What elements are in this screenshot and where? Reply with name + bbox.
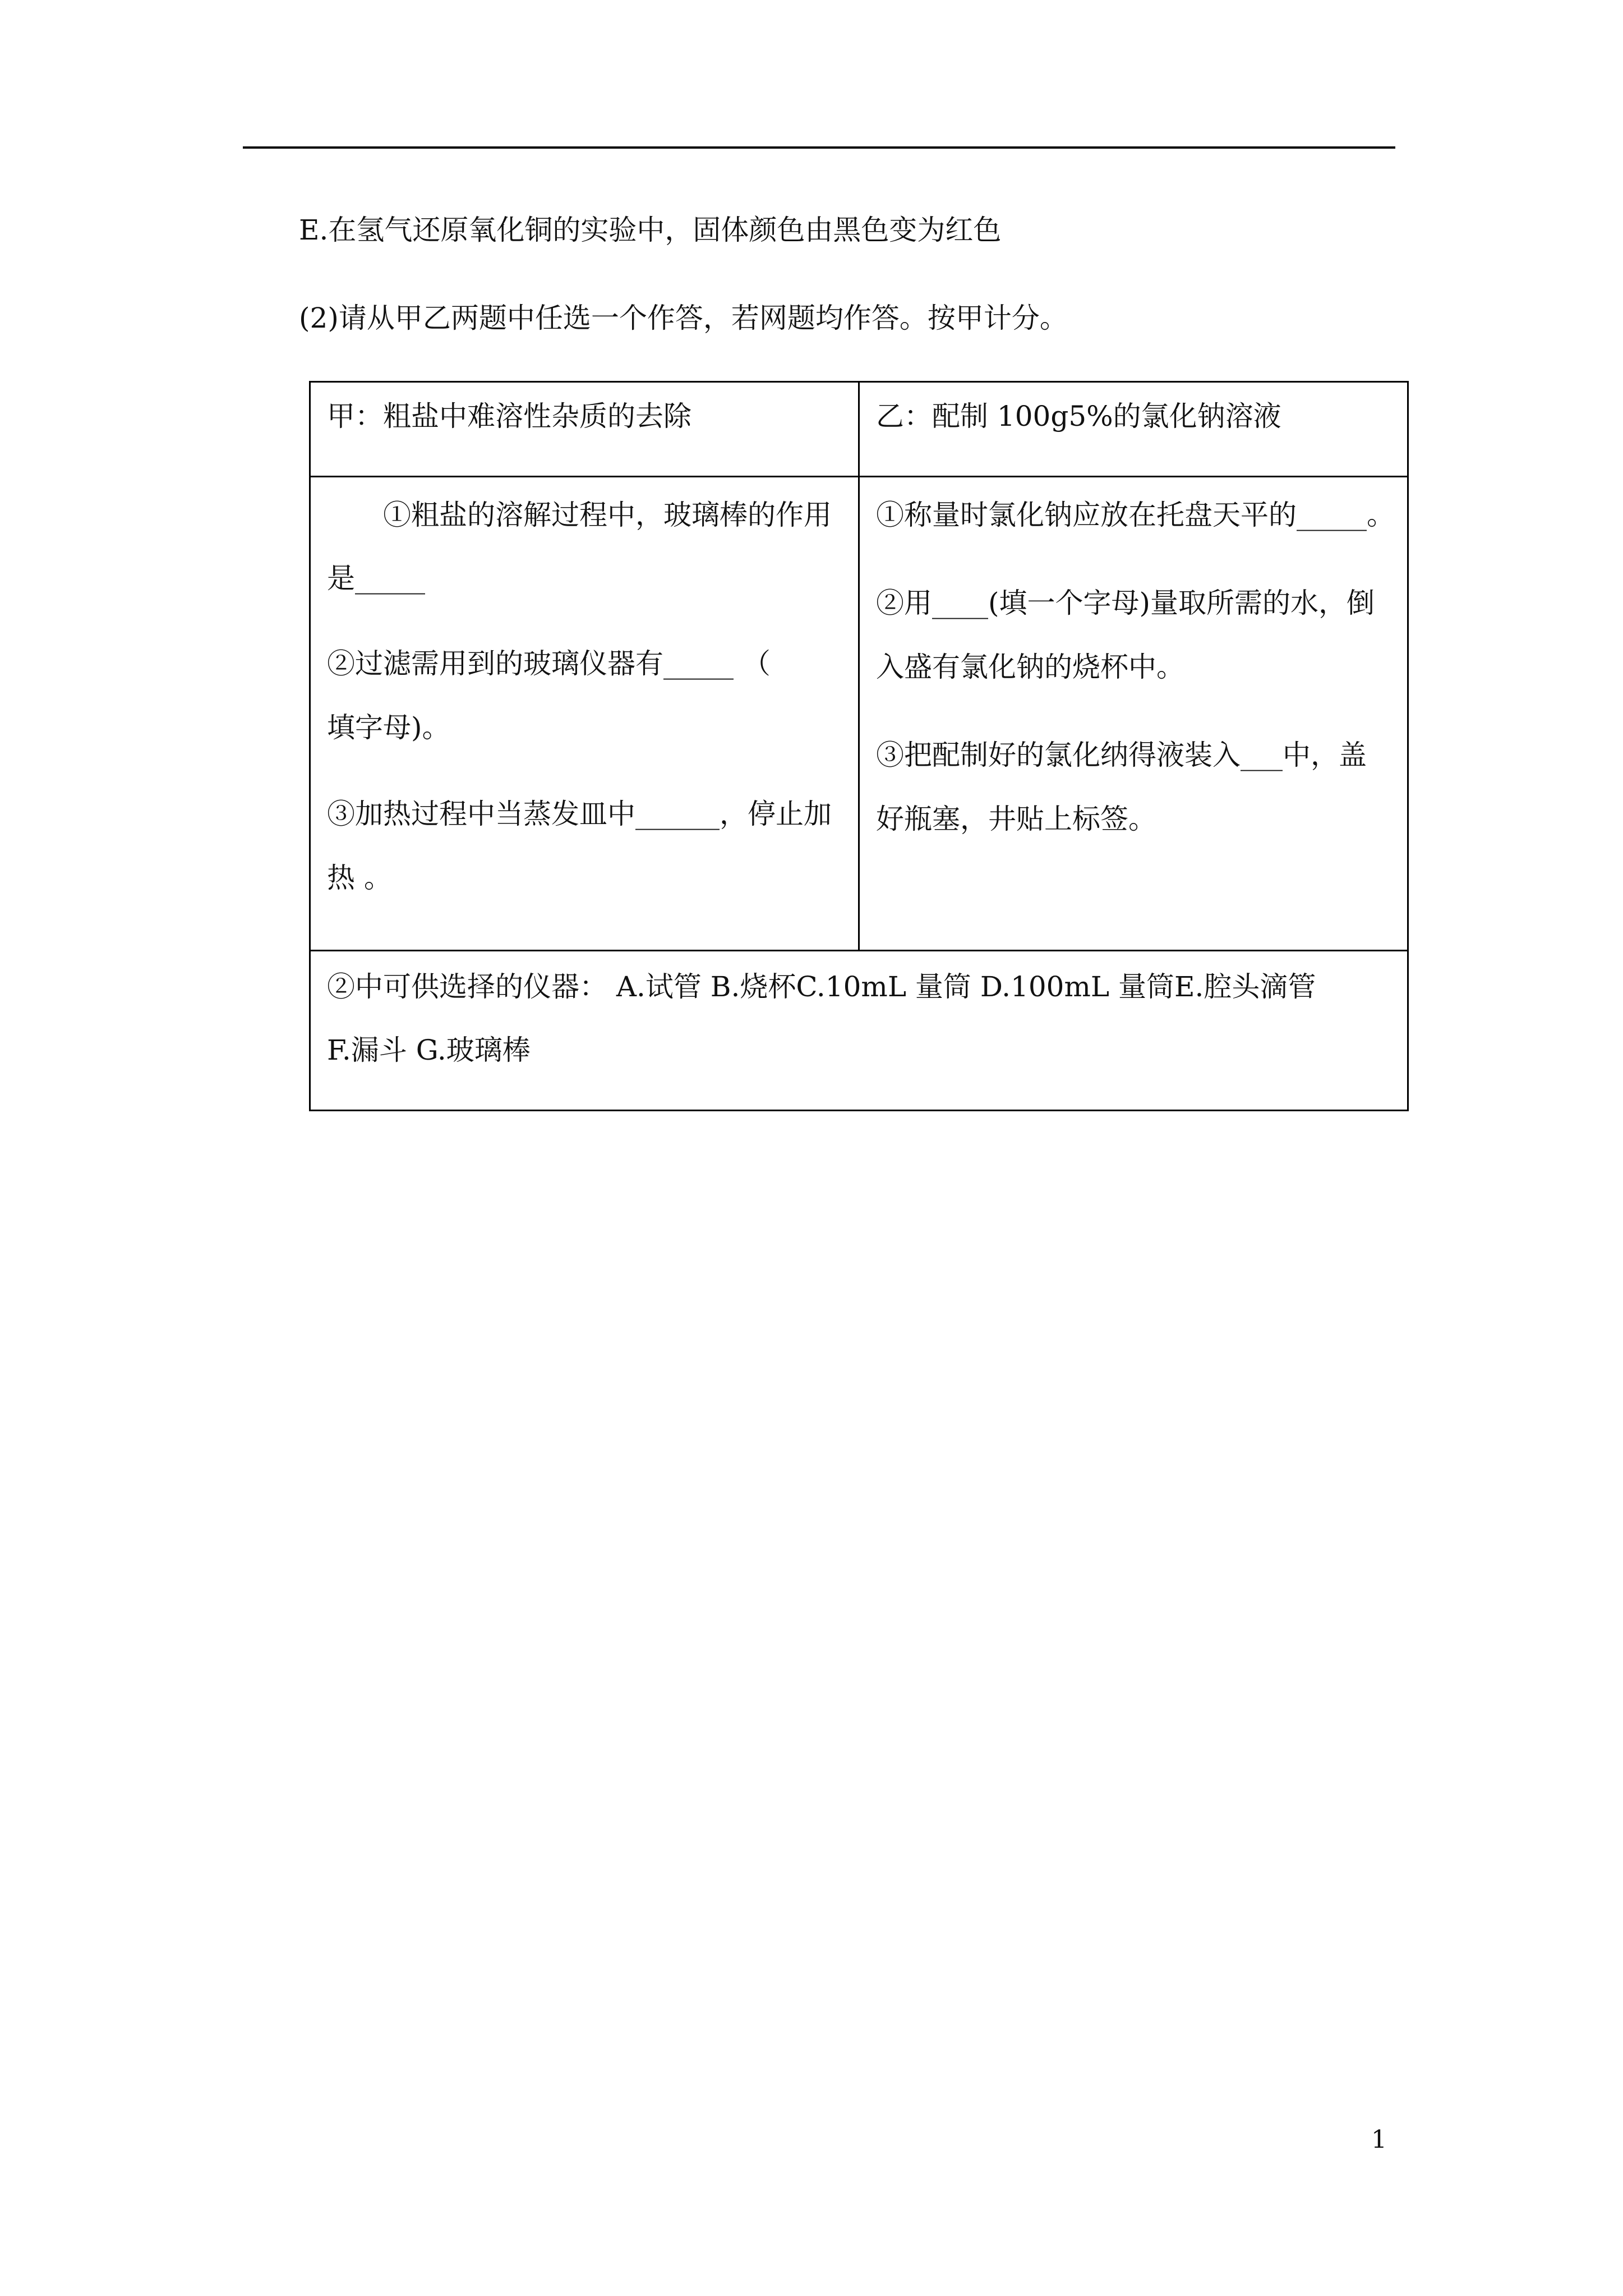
yi-item-2b: 入盛有氯化钠的烧杯中。 bbox=[876, 651, 1184, 683]
page-number: 1 bbox=[1371, 2125, 1387, 2154]
jia-header: 甲：粗盐中难溶性杂质的去除 bbox=[327, 400, 691, 432]
question-2-text: (2)请从甲乙两题中任选一个作答，若网题均作答。按甲计分。 bbox=[299, 302, 1068, 334]
yi-item-2a: ②用____(填一个字母)量取所需的水，倒 bbox=[876, 587, 1375, 619]
jia-item-1a: ①粗盐的溶解过程中，玻璃棒的作用 bbox=[383, 499, 832, 531]
yi-header: 乙：配制 100g5%的氯化钠溶液 bbox=[876, 400, 1281, 432]
table-header-row bbox=[310, 382, 1408, 477]
jia-header-cell bbox=[310, 382, 859, 477]
yi-item-3a: ③把配制好的氯化纳得液装入___中，盖 bbox=[876, 739, 1367, 771]
header-rule bbox=[243, 146, 1395, 149]
jia-body-cell bbox=[310, 477, 859, 951]
table-footer-row bbox=[310, 951, 1408, 1111]
jia-item-3a: ③加热过程中当蒸发皿中______，停止加 bbox=[327, 798, 832, 830]
instrument-options-line-2: F.漏斗 G.玻璃棒 bbox=[327, 1034, 531, 1066]
yi-body-cell bbox=[859, 477, 1408, 951]
instrument-options-line-1: ②中可供选择的仪器： A.试管 B.烧杯C.10mL 量筒 D.100mL 量筒E.腔头滴管 bbox=[327, 970, 1316, 1003]
option-e-text: E.在氢气还原氧化铜的实验中，固体颜色由黑色变为红色 bbox=[299, 214, 1002, 246]
jia-item-1b: 是_____ bbox=[327, 562, 425, 595]
jia-item-2a: ②过滤需用到的玻璃仪器有_____ （ bbox=[327, 647, 771, 680]
jia-item-2b: 填字母)。 bbox=[327, 711, 450, 744]
experiment-table bbox=[309, 381, 1409, 1111]
yi-header-cell bbox=[859, 382, 1408, 477]
yi-item-1: ①称量时氯化钠应放在托盘天平的_____。 bbox=[876, 499, 1395, 531]
table-body-row bbox=[310, 477, 1408, 951]
jia-item-3b: 热 。 bbox=[327, 862, 392, 894]
instrument-options-cell bbox=[310, 951, 1408, 1111]
yi-item-3b: 好瓶塞，井贴上标签。 bbox=[876, 803, 1156, 835]
